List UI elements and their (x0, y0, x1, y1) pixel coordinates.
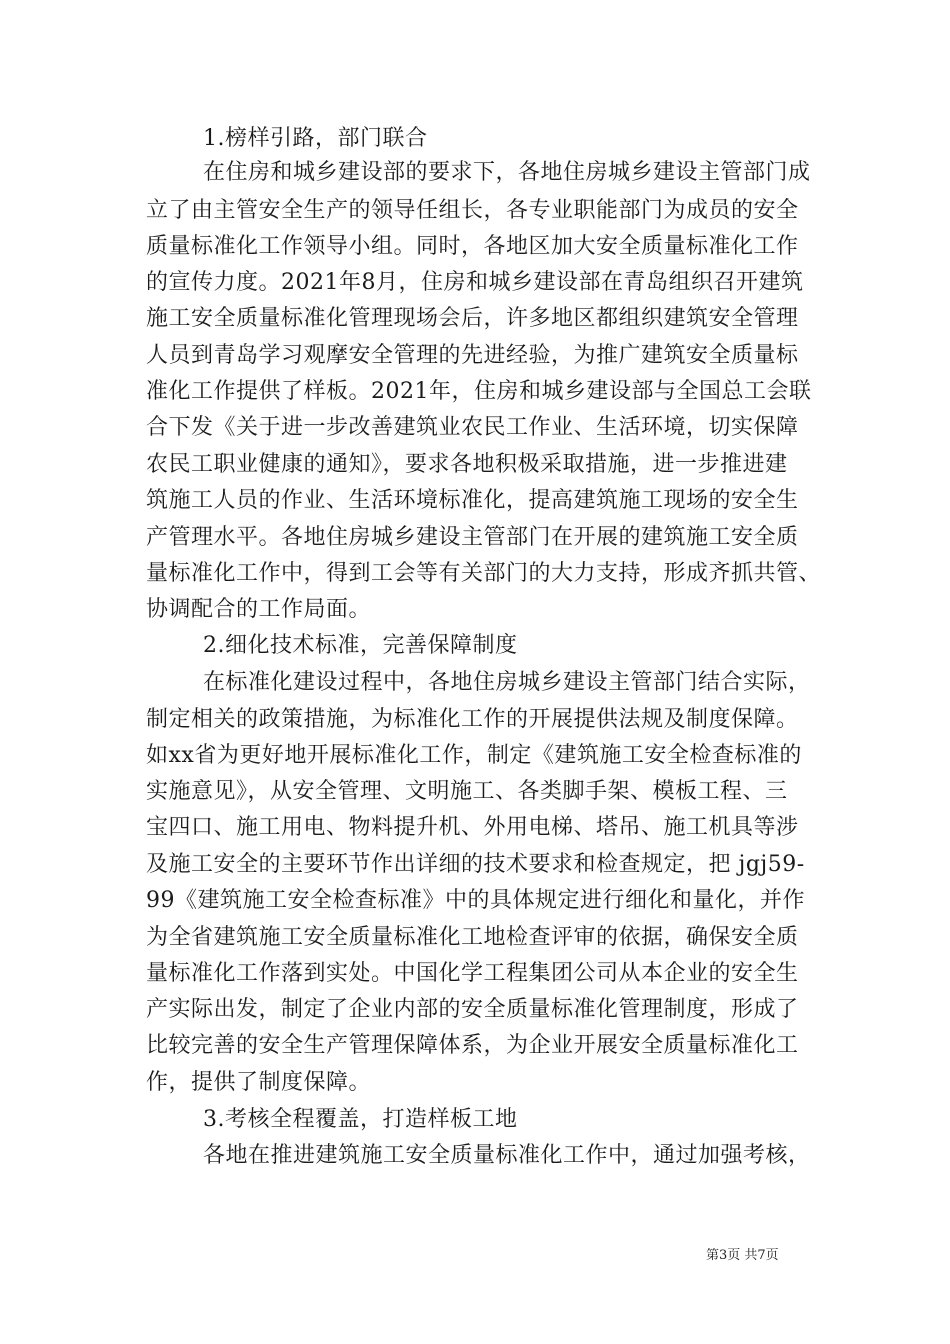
section-heading-3: 3.考核全程覆盖，打造样板工地 (203, 1107, 518, 1132)
paragraph-line: 各地在推进建筑施工安全质量标准化工作中，通过加强考核， (203, 1143, 811, 1168)
paragraph-line: 质量标准化工作领导小组。同时，各地区加大安全质量标准化工作 (146, 234, 799, 259)
paragraph-line: 在标准化建设过程中，各地住房城乡建设主管部门结合实际， (203, 670, 811, 695)
paragraph-line: 产实际出发，制定了企业内部的安全质量标准化管理制度，形成了 (146, 997, 799, 1022)
paragraph-line: 产管理水平。各地住房城乡建设主管部门在开展的建筑施工安全质 (146, 525, 799, 550)
paragraph-line: 筑施工人员的作业、生活环境标准化，提高建筑施工现场的安全生 (146, 488, 799, 513)
paragraph-line: 准化工作提供了样板。2021年，住房和城乡建设部与全国总工会联 (146, 379, 812, 404)
paragraph-line: 的宣传力度。2021年8月，住房和城乡建设部在青岛组织召开建筑 (146, 270, 804, 295)
paragraph-line: 制定相关的政策措施，为标准化工作的开展提供法规及制度保障。 (146, 707, 799, 732)
section-heading-2: 2.细化技术标准，完善保障制度 (203, 633, 518, 658)
paragraph-line: 量标准化工作中，得到工会等有关部门的大力支持，形成齐抓共管、 (146, 561, 822, 586)
paragraph-line: 及施工安全的主要环节作出详细的技术要求和检查规定，把 jgj59- (146, 852, 805, 877)
paragraph-line: 宝四口、施工用电、物料提升机、外用电梯、塔吊、施工机具等涉 (146, 815, 799, 840)
paragraph-line: 99《建筑施工安全检查标准》中的具体规定进行细化和量化，并作 (146, 888, 805, 913)
paragraph-line: 人员到青岛学习观摩安全管理的先进经验，为推广建筑安全质量标 (146, 343, 799, 368)
page-number-footer: 第3页 共7页 (706, 1248, 779, 1263)
paragraph-line: 比较完善的安全生产管理保障体系，为企业开展安全质量标准化工 (146, 1033, 799, 1058)
paragraph-line: 如xx省为更好地开展标准化工作，制定《建筑施工安全检查标准的 (146, 743, 802, 768)
paragraph-line: 实施意见》，从安全管理、文明施工、各类脚手架、模板工程、三 (146, 779, 788, 804)
paragraph-line: 量标准化工作落到实处。中国化学工程集团公司从本企业的安全生 (146, 961, 799, 986)
paragraph-line: 合下发《关于进一步改善建筑业农民工作业、生活环境，切实保障 (146, 415, 799, 440)
paragraph-line: 施工安全质量标准化管理现场会后，许多地区都组织建筑安全管理 (146, 306, 799, 331)
paragraph-line: 农民工职业健康的通知》，要求各地积极采取措施，进一步推进建 (146, 452, 788, 477)
paragraph-line: 协调配合的工作局面。 (146, 597, 372, 622)
paragraph-line: 作，提供了制度保障。 (146, 1070, 372, 1095)
paragraph-line: 在住房和城乡建设部的要求下，各地住房城乡建设主管部门成 (203, 160, 811, 185)
paragraph-line: 立了由主管安全生产的领导任组长，各专业职能部门为成员的安全 (146, 198, 799, 223)
section-heading-1: 1.榜样引路，部门联合 (203, 126, 428, 151)
paragraph-line: 为全省建筑施工安全质量标准化工地检查评审的依据，确保安全质 (146, 925, 799, 950)
